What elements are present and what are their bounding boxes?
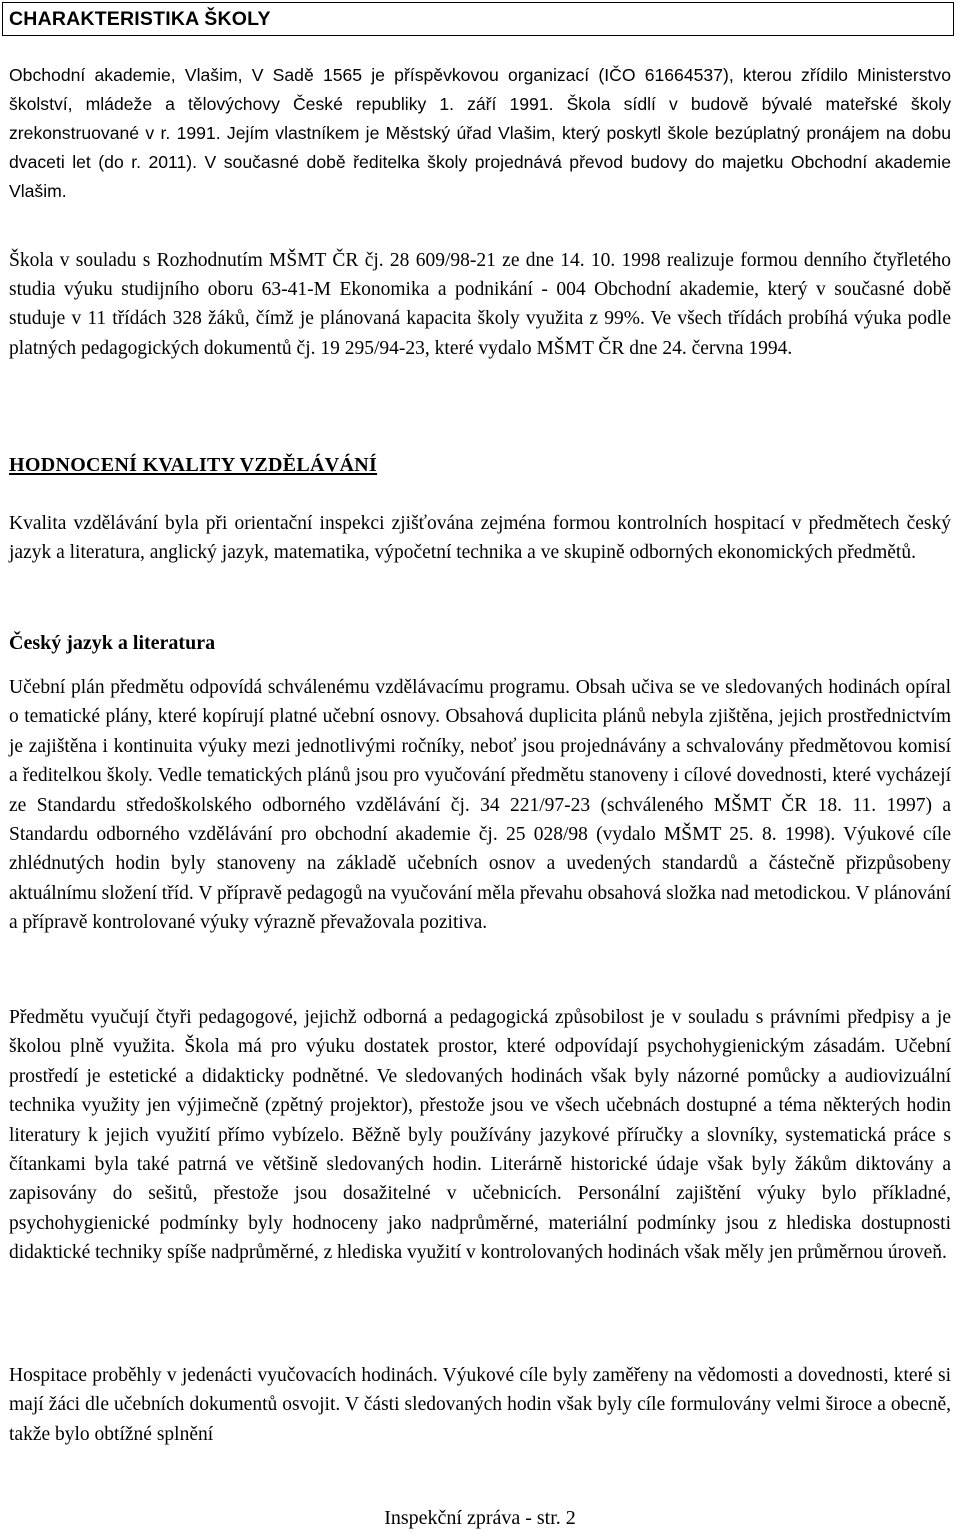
czech-language-title: Český jazyk a literatura	[9, 632, 216, 654]
page-footer: Inspekční zpráva - str. 2	[384, 1507, 576, 1529]
section-header-box	[2, 2, 954, 36]
section-header-title: CHARAKTERISTIKA ŠKOLY	[9, 8, 271, 30]
evaluation-intro: Kvalita vzdělávání byla při orientační inspekci zjišťována zejména formou kontrolních hospitací v předmětech český jazyk a literatura, anglický jazyk, matematika, výpočetní technika a ve skupině odborných ekonomických předmětů.	[9, 513, 951, 564]
czech-language-paragraph-3: Hospitace proběhly v jedenácti vyučovacích hodinách. Výukové cíle byly zaměřeny na vědomosti a dovednosti, které si mají žáci dle učebních dokumentů osvojit. V části sledovaných hodin však byly cíle formulovány velmi široce a obecně, takže bylo obtížné splnění	[9, 1365, 951, 1445]
characteristics-paragraph-1: Obchodní akademie, Vlašim, V Sadě 1565 je příspěvkovou organizací (IČO 61664537), kterou zřídilo Ministerstvo školství, mládeže a tělovýchovy České republiky 1. září 1991. Škola sídlí v budově bývalé mateřské školy zrekonstruované v r. 1991. Jejím vlastníkem je Městský úřad Vlašim, který poskytl škole bezúplatný pronájem na dobu dvaceti let (do r. 2011). V současné době ředitelka školy projednává převod budovy do majetku Obchodní akademie Vlašim.	[9, 65, 951, 201]
characteristics-paragraph-2: Škola v souladu s Rozhodnutím MŠMT ČR čj. 28 609/98-21 ze dne 14. 10. 1998 realizuje formou denního čtyřletého studia výuku studijního oboru 63-41-M Ekonomika a podnikání - 004 Obchodní akademie, který v současné době studuje v 11 třídách 328 žáků, čímž je plánovaná kapacita školy využita z 99%. Ve všech třídách probíhá výuka podle platných pedagogických dokumentů čj. 19 295/94-23, které vydalo MŠMT ČR dne 24. června 1994.	[9, 250, 951, 359]
czech-language-paragraph-1: Učební plán předmětu odpovídá schválenému vzdělávacímu programu. Obsah učiva se ve sledovaných hodinách opíral o tematické plány, které kopírují platné učební osnovy. Obsahová duplicita plánů nebyla zjištěna, jejich prostřednictvím je zajištěna i kontinuita výuky mezi jednotlivými ročníky, neboť jsou projednávány a schvalovány předmětovou komisí a ředitelkou školy. Vedle tematických plánů jsou pro vyučování předmětu stanoveny i cílové dovednosti, které vycházejí ze Standardu středoškolského odborného vzdělávání čj. 34 221/97-23 (schváleného MŠMT ČR 18. 11. 1997) a Standardu odborného vzdělávání pro obchodní akademie čj. 25 028/98 (vydalo MŠMT 25. 8. 1998). Výukové cíle zhlédnutých hodin byly stanoveny na základě učebních osnov a uvedených standardů a částečně přizpůsobeny aktuálnímu složení tříd. V přípravě pedagogů na vyučování měla převahu obsahová složka nad metodickou. V plánování a přípravě kontrolované výuky výrazně převažovala pozitiva.	[9, 677, 951, 934]
czech-language-paragraph-2: Předmětu vyučují čtyři pedagogové, jejichž odborná a pedagogická způsobilost je v souladu s právními předpisy a je školou plně využita. Škola má pro výuku dostatek prostor, které odpovídají psychohygienickým zásadám. Učební prostředí je estetické a didakticky podnětné. Ve sledovaných hodinách však byly názorné pomůcky a audiovizuální technika využity jen výjimečně (zpětný projektor), přestože jsou ve všech učebnách dostupné a téma některých hodin literatury k jejich využití přímo vybízelo. Běžně byly používány jazykové příručky a slovníky, systematická práce s čítankami byla také patrná ve většině sledovaných hodin. Literárně historické údaje však byly žákům diktovány a zapisovány do sešitů, přestože jsou dosažitelné v učebnicích. Personální zajištění výuky bylo příkladné, psychohygienické podmínky byly hodnoceny jako nadprůměrné, materiální podmínky jsou z hlediska dostupnosti didaktické techniky spíše nadprůměrné, z hlediska využití v kontrolovaných hodinách však měly jen průměrnou úroveň.	[9, 1007, 951, 1264]
evaluation-title: HODNOCENÍ KVALITY VZDĚLÁVÁNÍ	[9, 454, 378, 476]
